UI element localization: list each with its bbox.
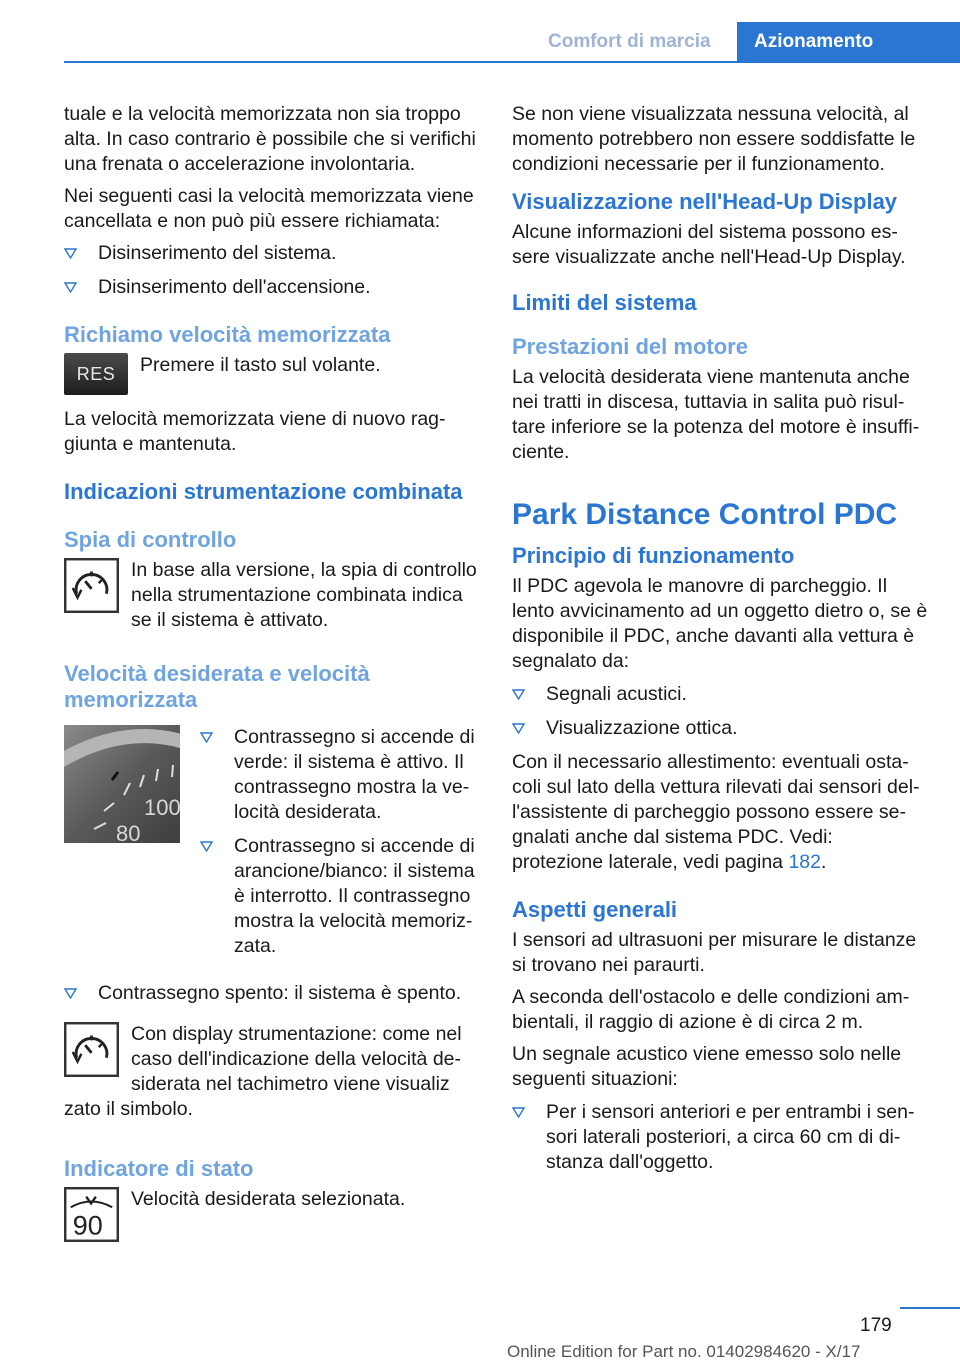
triangle-bullet-icon (64, 248, 77, 259)
recall-row (64, 353, 482, 395)
recall-heading: Richiamo velocità memorizzata (64, 322, 391, 347)
list-item (64, 981, 482, 1006)
list-item-text: Disinserimento dell'accensione. (98, 276, 371, 298)
list-item (512, 682, 928, 707)
cancel-intro-paragraph: Nei seguenti casi la velocità memorizzata viene cancellata e non può più essere richiamata: (64, 185, 474, 232)
hud-heading: Visualizzazione nell'Head-Up Display (512, 189, 898, 214)
speed-list (200, 725, 482, 968)
lamp-row (64, 558, 482, 633)
no-speed-paragraph: Se non viene visualizzata nessuna velocità, al momento potrebbero non essere soddisfatte le condizioni necessarie per il funzionamento. (512, 103, 916, 175)
header-rule (64, 61, 960, 63)
list-item (200, 725, 482, 825)
triangle-bullet-icon (200, 732, 213, 743)
engine-paragraph: La velocità desiderata viene mantenuta anche nei tratti in discesa, tuttavia in salita può risultare inferiore se la potenza del motore è insufficiente. (512, 366, 920, 463)
display-row (64, 1022, 482, 1097)
gauge-label-100: 100 (144, 795, 180, 820)
cancel-list (64, 241, 482, 300)
status-heading: Indicatore di stato (64, 1156, 254, 1181)
signal-list (512, 682, 928, 741)
general-paragraph-2: A seconda dell'ostacolo e delle condizioni ambientali, il raggio di azione è di circa 2 m. (512, 986, 910, 1033)
triangle-bullet-icon (512, 689, 525, 700)
triangle-bullet-icon (512, 1107, 525, 1118)
list-item-text: Visualizzazione ottica. (546, 717, 738, 739)
status-text: Velocità desiderata selezionata. (131, 1188, 406, 1210)
triangle-bullet-icon (64, 988, 77, 999)
recall-paragraph: La velocità memorizzata viene di nuovo raggiunta e mantenuta. (64, 408, 446, 455)
list-item-text: Contrassegno spento: il sistema è spento. (98, 982, 462, 1004)
engine-heading: Prestazioni del motore (512, 334, 748, 359)
list-item (512, 1100, 928, 1175)
status-row (64, 1187, 482, 1249)
triangle-bullet-icon (64, 282, 77, 293)
list-item-text: Contrassegno si accende di arancione/bianco: il sistema è interrotto. Il contrassegno mostra la velocità memorizzata. (234, 835, 475, 957)
general-paragraph-1: I sensori ad ultrasuoni per misurare le distanze si trovano nei paraurti. (512, 929, 917, 976)
principle-paragraph: Il PDC agevola le manovre di parcheggio. Il lento avvicinamento ad un oggetto dietro o, se è disponibile il PDC, anche davanti alla vettura è segnalato da: (512, 575, 928, 672)
recall-instruction: Premere il tasto sul volante. (140, 354, 381, 376)
limits-heading: Limiti del sistema (512, 290, 697, 315)
list-item-text: Disinserimento del sistema. (98, 242, 337, 264)
cruise-control-icon (64, 1022, 119, 1084)
lamp-heading: Spia di controllo (64, 527, 237, 552)
triangle-bullet-icon (200, 841, 213, 852)
intro-paragraph: tuale e la velocità memorizzata non sia troppo alta. In caso contrario è possibile che si verifichi una frenata o accelerazione involontaria. (64, 103, 476, 175)
triangle-bullet-icon (512, 723, 525, 734)
sound-list (512, 1100, 928, 1175)
general-heading: Aspetti generali (512, 897, 678, 922)
cruise-control-icon (64, 558, 119, 620)
res-button-icon: RES (64, 353, 128, 395)
display-text: Con display strumentazione: come nel caso dell'indicazione della velocità desiderata nel tachimetro viene visualiz (131, 1023, 462, 1095)
speedometer-image (64, 725, 180, 850)
list-item-text: Per i sensori anteriori e per entrambi i sensori laterali posteriori, a circa 60 cm di distanza dall'oggetto. (546, 1101, 915, 1173)
header-section-title: Comfort di marcia (548, 31, 711, 52)
list-item (64, 275, 482, 300)
display-text-end: zato il simbolo. (64, 1098, 193, 1120)
page-link[interactable]: 182 (788, 851, 821, 873)
off-list (64, 981, 482, 1006)
list-item-text: Segnali acustici. (546, 683, 687, 705)
header-chapter-tab: Azionamento (737, 22, 960, 63)
right-column (512, 102, 928, 1184)
lamp-text: In base alla versione, la spia di controllo nella strumentazione combinata indica se il sistema è attivato. (131, 559, 477, 631)
list-item (200, 834, 482, 959)
equipment-paragraph: Con il necessario allestimento: eventuali ostacoli sul lato della vettura rilevati dai sensori dell'assistente di parcheggio possono essere segnalati anche dal sistema PDC. Vedi: protezione laterale, vedi pagina 182. (512, 751, 920, 873)
left-column (64, 102, 482, 1256)
set-speed-icon (64, 1187, 119, 1249)
list-item (512, 716, 928, 741)
footer-rule (900, 1307, 960, 1309)
edition-note: Online Edition for Part no. 01402984620 - X/17 (507, 1342, 861, 1361)
general-paragraph-3: Un segnale acustico viene emesso solo nelle seguenti situazioni: (512, 1043, 902, 1090)
gauge-label-80: 80 (116, 821, 141, 843)
hud-paragraph: Alcune informazioni del sistema possono essere visualizzate anche nell'Head-Up Display. (512, 221, 906, 268)
cluster-heading: Indicazioni strumentazione combinata (64, 479, 463, 504)
list-item (64, 241, 482, 266)
list-item-text: Contrassegno si accende di verde: il sistema è attivo. Il contrassegno mostra la velocità desiderata. (234, 726, 475, 823)
pdc-title: Park Distance Control PDC (512, 498, 898, 531)
speed-row (64, 725, 482, 974)
principle-heading: Principio di funzionamento (512, 543, 795, 568)
set-speed-value: 90 (72, 1210, 103, 1241)
speed-heading: Velocità desiderata e velocità memorizzata (64, 661, 370, 712)
page-number: 179 (860, 1315, 892, 1336)
